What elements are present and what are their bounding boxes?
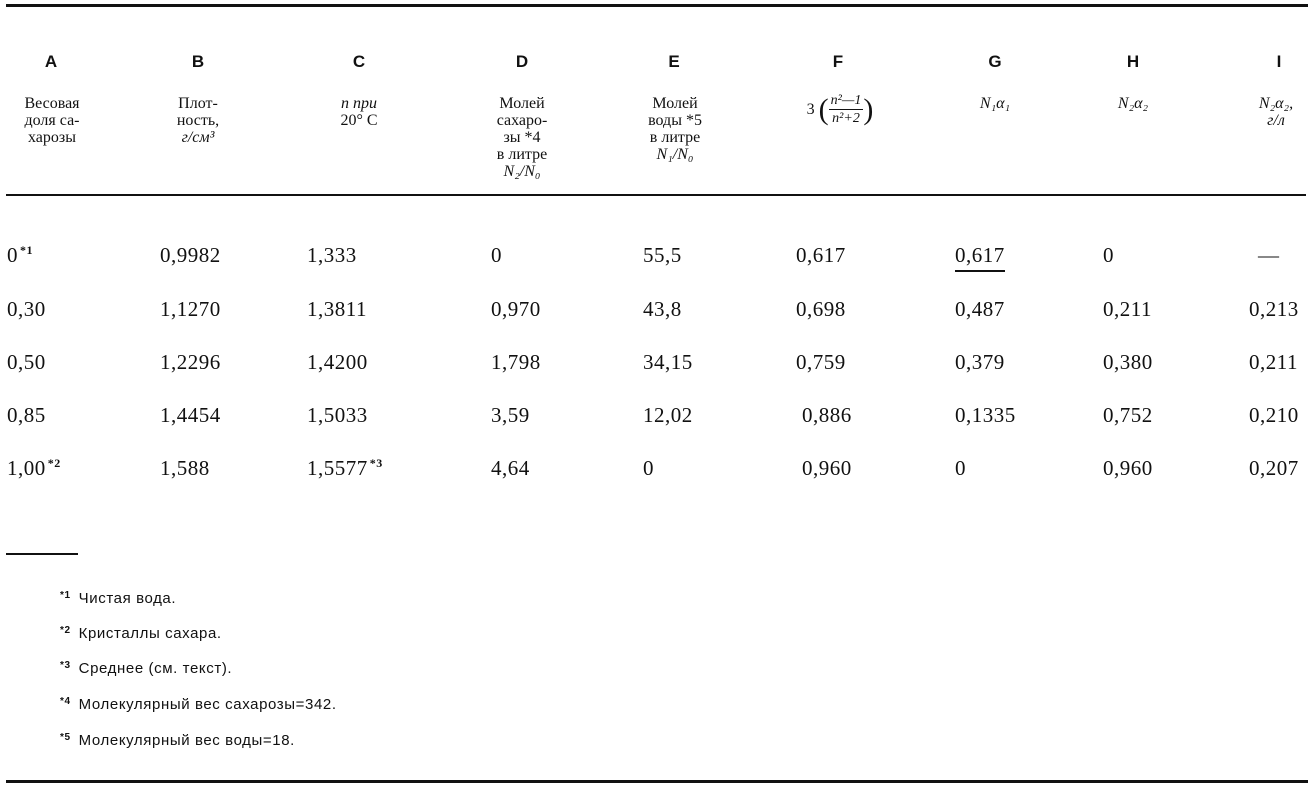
cell-d: 3,59: [491, 403, 530, 427]
column-letter-a: A: [44, 52, 58, 71]
cell-c: 1,3811: [307, 297, 367, 321]
cell-d: 0,970: [491, 297, 541, 321]
column-letter-e: E: [668, 52, 680, 71]
cell-f: 0,960: [802, 456, 852, 480]
column-header-d: Молей сахаро- зы *4 в литре N₂/N₀: [496, 95, 548, 180]
cell-e: 0: [643, 456, 654, 480]
cell-d: 0: [491, 243, 502, 267]
cell-i: 0,211: [1249, 350, 1298, 374]
cell-g: 0,617: [955, 243, 1005, 272]
cell-f: 0,759: [796, 350, 846, 374]
footnote-5: $^{*5}$ Молекулярный вес воды=18.: [60, 732, 295, 749]
cell-a: 1,00 $^{*2}$: [7, 456, 61, 480]
footnote-4: $^{*4}$ Молекулярный вес сахарозы=342.: [60, 696, 337, 713]
cell-g: 0,379: [955, 350, 1005, 374]
cell-a: 0 $^{*1}$: [7, 243, 33, 267]
cell-b: 1,588: [160, 456, 210, 480]
column-letter-d: D: [515, 52, 529, 71]
cell-g: 0,1335: [955, 403, 1016, 427]
bottom-rule: [6, 780, 1308, 783]
column-header-h: N₂α₂: [1117, 95, 1149, 112]
column-header-e: Молей воды *5 в литре N₁/N₀: [648, 95, 702, 163]
cell-f: 0,617: [796, 243, 846, 267]
cell-c: 1,5033: [307, 403, 368, 427]
column-letter-b: B: [191, 52, 205, 71]
cell-e: 12,02: [643, 403, 693, 427]
column-letter-f: F: [832, 52, 844, 71]
cell-e: 55,5: [643, 243, 682, 267]
cell-c: 1,333: [307, 243, 357, 267]
cell-c: 1,4200: [307, 350, 368, 374]
cell-e: 34,15: [643, 350, 693, 374]
cell-i: 0,213: [1249, 297, 1299, 321]
column-letter-c: C: [352, 52, 366, 71]
cell-b: 1,2296: [160, 350, 221, 374]
cell-a: 0,50: [7, 350, 46, 374]
column-header-a: Весовая доля са- харозы: [24, 95, 80, 146]
cell-a: 0,85: [7, 403, 46, 427]
cell-e: 43,8: [643, 297, 682, 321]
cell-f: 0,886: [802, 403, 852, 427]
cell-a: 0,30: [7, 297, 46, 321]
cell-i: 0,207: [1249, 456, 1299, 480]
cell-h: 0,380: [1103, 350, 1153, 374]
column-header-b: Плот- ность, г/см³: [176, 95, 220, 146]
cell-i: —: [1258, 243, 1280, 267]
cell-b: 0,9982: [160, 243, 221, 267]
footnote-separator: [6, 553, 78, 555]
cell-b: 1,4454: [160, 403, 221, 427]
column-letter-h: H: [1126, 52, 1140, 71]
column-header-c: n при 20° С: [340, 95, 378, 129]
cell-g: 0,487: [955, 297, 1005, 321]
cell-b: 1,1270: [160, 297, 221, 321]
column-header-i: N₂α₂, г/л: [1258, 95, 1294, 129]
cell-f: 0,698: [796, 297, 846, 321]
footnote-1: $^{*1}$ Чистая вода.: [60, 590, 177, 607]
cell-c: 1,5577 $^{*3}$: [307, 456, 383, 480]
footnote-3: $^{*3}$ Среднее (см. текст).: [60, 660, 233, 677]
header-rule: [6, 194, 1306, 196]
cell-h: 0,211: [1103, 297, 1152, 321]
cell-h: 0,752: [1103, 403, 1153, 427]
top-rule: [6, 4, 1308, 7]
cell-d: 1,798: [491, 350, 541, 374]
cell-h: 0,960: [1103, 456, 1153, 480]
cell-i: 0,210: [1249, 403, 1299, 427]
cell-d: 4,64: [491, 456, 530, 480]
cell-h: 0: [1103, 243, 1114, 267]
column-header-f: 3 ( $\frac{\text{n²—1}}{\text{n²+2}}$ ): [806, 93, 874, 126]
column-letter-g: G: [988, 52, 1002, 71]
column-letter-i: I: [1276, 52, 1282, 71]
footnote-2: $^{*2}$ Кристаллы сахара.: [60, 625, 222, 642]
column-header-g: N₁α₁: [979, 95, 1011, 112]
cell-g: 0: [955, 456, 966, 480]
